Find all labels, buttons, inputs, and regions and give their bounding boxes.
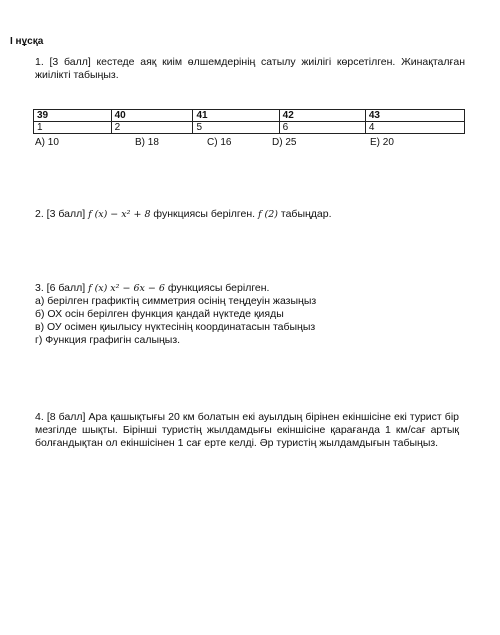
q3-suffix: функциясы берілген. [167,282,270,294]
q3-item-a: а) берілген графиктің симметрия осінің теңдеуін жазыңыз [35,295,317,307]
question-4-text: 4. [8 балл] Ара қашықтығы 20 км болатын екі ауылдың бірінен екіншісіне екі турист бір мезгілде шықты. Бірінші туристің жылдамдығы екіншісіне қарағанда 1 км/сағ артық болғандықтан ол екіншісінен 1 сағ ерте келді. Әр туристің жылдамдығын табыңыз. [35,411,459,449]
q3-prefix: 3. [6 балл] [35,282,86,294]
frequency-cell: 5 [193,122,279,134]
q2-prefix: 2. [3 балл] [35,208,86,220]
option-a: А) 10 [35,137,59,148]
q3-item-b: б) ОХ осін берілген функция қандай нүктеде қияды [35,308,284,320]
q2-expression: − x² + 8 [110,209,151,220]
frequency-cell: 4 [365,122,464,134]
size-cell: 40 [111,110,193,122]
frequency-cell: 2 [111,122,193,134]
q2-end: табыңдар. [280,208,332,220]
option-c: С) 16 [207,137,232,148]
size-row [34,110,465,122]
variant-title: І нұсқа [10,36,44,47]
size-cell: 42 [279,110,365,122]
option-b: В) 18 [135,137,159,148]
q3-item-c: в) ОУ осімен қиылысу нүктесінің координатасын табыңыз [35,321,316,333]
q2-f2: f (2) [257,209,278,220]
q3-header [35,282,355,295]
q3-function-name: f (x) [88,283,108,294]
q3-expression: x² − 6x − 6 [110,283,165,294]
frequency-row [34,122,465,134]
q2-suffix: функциясы берілген. [153,208,256,220]
size-cell: 39 [34,110,112,122]
size-cell: 43 [365,110,464,122]
size-cell: 41 [193,110,279,122]
q3-item-d: г) Функция графигін салыңыз. [35,334,181,346]
option-d: D) 25 [272,137,297,148]
frequency-cell: 1 [34,122,112,134]
frequency-cell: 6 [279,122,365,134]
question-3 [35,282,355,347]
question-1-text: 1. [3 балл] кестеде аяқ киім өлшемдерінің сатылу жиілігі көрсетілген. Жинақталған жиілікті табыңыз. [35,56,465,81]
option-e: Е) 20 [370,137,394,148]
frequency-table [33,109,465,134]
q2-function-name: f (x) [88,209,108,220]
question-2 [35,208,332,220]
